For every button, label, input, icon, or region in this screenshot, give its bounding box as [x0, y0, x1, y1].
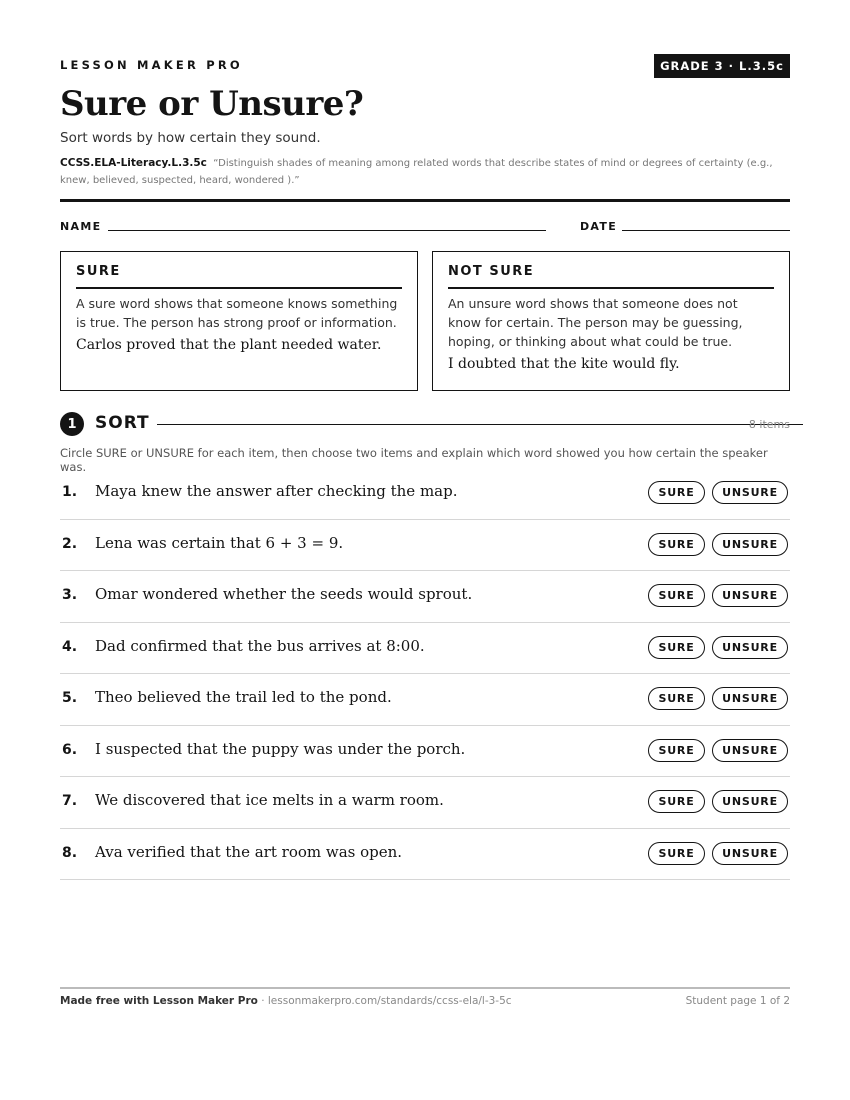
item-sentence: Omar wondered whether the seeds would sprout. — [95, 585, 473, 603]
sure-choice-button[interactable]: SURE — [648, 636, 705, 659]
unsure-choice-button[interactable]: UNSURE — [712, 842, 788, 865]
unsure-choice-button[interactable]: UNSURE — [712, 533, 788, 556]
section-rule — [157, 424, 803, 425]
list-item — [60, 623, 790, 675]
list-item — [60, 520, 790, 572]
name-field[interactable] — [108, 230, 546, 231]
unsure-choice-button[interactable]: UNSURE — [712, 481, 788, 504]
definition-heading: NOT SURE — [448, 264, 774, 289]
item-sentence: Dad confirmed that the bus arrives at 8:00. — [95, 636, 425, 655]
page-indicator: Student page 1 of 2 — [685, 995, 790, 1007]
item-number: 6. — [62, 741, 78, 758]
definition-box-sure — [60, 251, 418, 391]
list-item — [60, 726, 790, 778]
list-item — [60, 571, 790, 623]
list-item — [60, 829, 790, 881]
item-number: 7. — [62, 793, 78, 809]
item-sentence: I suspected that the puppy was under the porch. — [95, 739, 466, 758]
item-number: 3. — [62, 587, 78, 603]
item-sentence: Maya knew the answer after checking the map. — [95, 482, 458, 500]
footer-credit — [60, 995, 512, 1007]
definition-example: Carlos proved that the plant needed water. — [76, 337, 382, 353]
definition-example: I doubted that the kite would fly. — [448, 356, 680, 372]
section-instructions: Circle SURE or UNSURE for each item, then choose two items and explain which word showed you how certain the speaker was. — [60, 446, 768, 474]
item-sentence: Ava verified that the art room was open. — [95, 842, 403, 861]
date-field[interactable] — [622, 230, 790, 231]
definition-description: A sure word shows that someone knows something is true. The person has strong proof or information. — [76, 296, 398, 330]
section-title: SORT — [95, 413, 150, 433]
definition-box-not-sure — [432, 251, 790, 391]
definition-description: An unsure word shows that someone does not know for certain. The person may be guessing, hoping, or thinking about what could be true. — [448, 296, 743, 349]
unsure-choice-button[interactable]: UNSURE — [712, 687, 788, 710]
item-count: 8 items — [748, 418, 790, 431]
standard-text: “Distinguish shades of meaning among related words that describe states of mind or degrees of certainty (e.g., knew, believed, suspected, heard, wondered ).” — [60, 158, 773, 186]
item-list — [60, 468, 790, 880]
item-number: 1. — [62, 484, 78, 500]
section-number-badge: 1 — [60, 412, 84, 436]
sure-choice-button[interactable]: SURE — [648, 739, 705, 762]
item-sentence: Lena was certain that 6 + 3 = 9. — [95, 533, 344, 552]
sure-choice-button[interactable]: SURE — [648, 481, 705, 504]
item-number: 8. — [62, 844, 78, 861]
footer-divider — [60, 987, 790, 989]
footer-url: · lessonmakerpro.com/standards/ccss-ela/l-3-5c — [257, 995, 512, 1007]
grade-badge: GRADE 3 · L.3.5c — [654, 54, 790, 78]
brand-name: LESSON MAKER PRO — [60, 58, 243, 72]
page-subtitle: Sort words by how certain they sound. — [60, 130, 321, 146]
unsure-choice-button[interactable]: UNSURE — [712, 739, 788, 762]
list-item — [60, 468, 790, 520]
item-number: 5. — [62, 690, 78, 706]
sure-choice-button[interactable]: SURE — [648, 790, 705, 813]
standard-code: CCSS.ELA-Literacy.L.3.5c — [60, 157, 207, 169]
item-sentence: Theo believed the trail led to the pond. — [95, 688, 392, 706]
definition-heading: SURE — [76, 264, 402, 289]
sure-choice-button[interactable]: SURE — [648, 533, 705, 556]
sure-choice-button[interactable]: SURE — [648, 687, 705, 710]
item-number: 4. — [62, 638, 78, 655]
list-item — [60, 674, 790, 726]
unsure-choice-button[interactable]: UNSURE — [712, 790, 788, 813]
name-label: NAME — [60, 220, 102, 233]
worksheet-page — [60, 0, 790, 1100]
item-number: 2. — [62, 535, 78, 552]
unsure-choice-button[interactable]: UNSURE — [712, 584, 788, 607]
date-label: DATE — [580, 220, 618, 233]
header-divider — [60, 199, 790, 202]
list-item — [60, 777, 790, 829]
unsure-choice-button[interactable]: UNSURE — [712, 636, 788, 659]
page-title: Sure or Unsure? — [60, 84, 364, 124]
footer-made-with: Made free with Lesson Maker Pro — [60, 995, 258, 1007]
standard-note — [60, 155, 790, 189]
sure-choice-button[interactable]: SURE — [648, 842, 705, 865]
sure-choice-button[interactable]: SURE — [648, 584, 705, 607]
item-sentence: We discovered that ice melts in a warm room. — [95, 791, 444, 809]
